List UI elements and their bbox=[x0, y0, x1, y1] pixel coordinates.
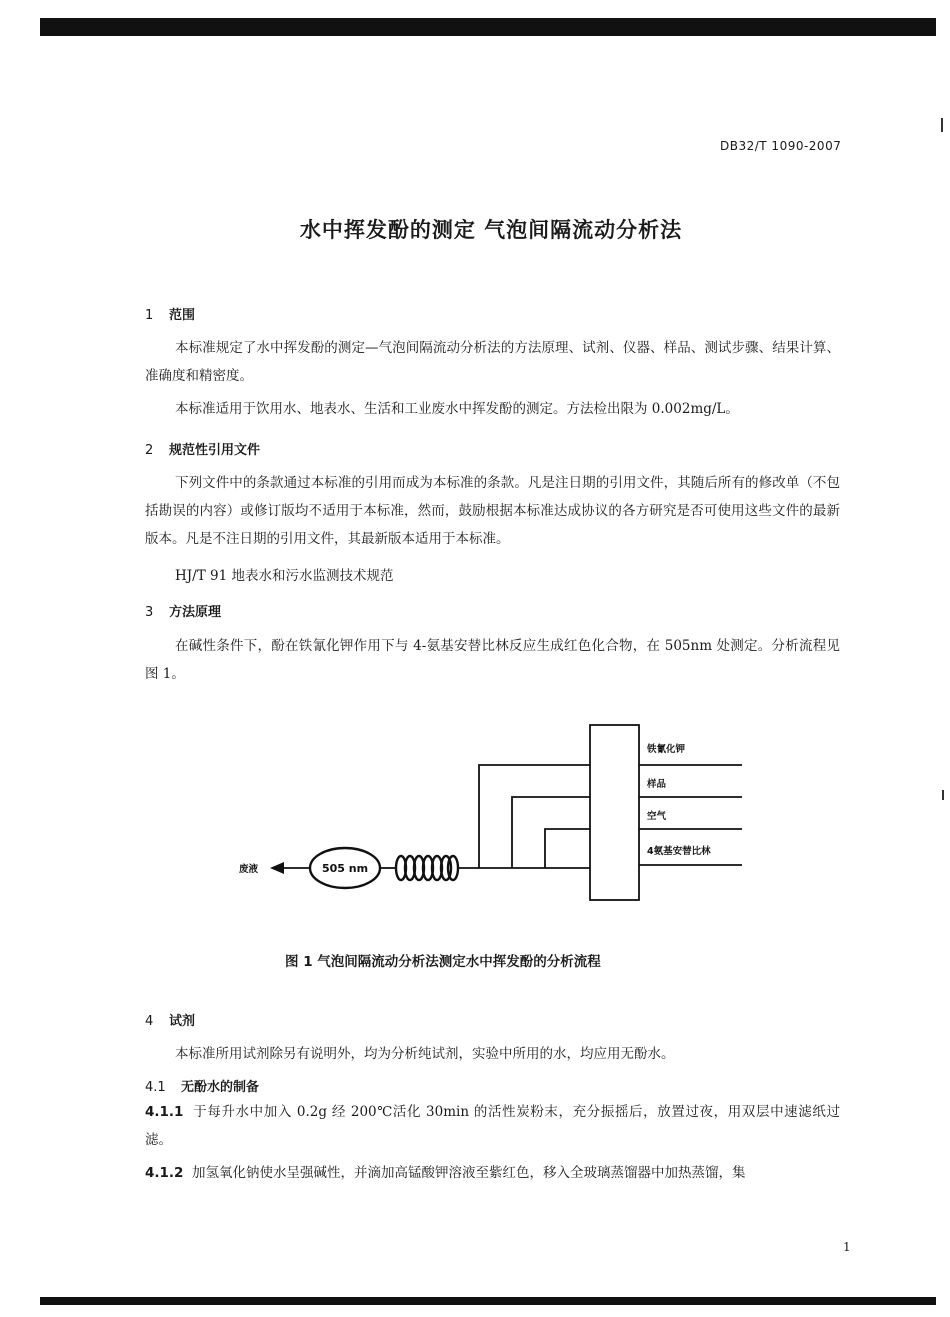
section-number: 2 bbox=[145, 443, 154, 458]
stream-line bbox=[479, 765, 590, 868]
reagent-label-aminoantipyrine: 4氨基安替比林 bbox=[647, 846, 711, 857]
paragraph: 下列文件中的条款通过本标准的引用而成为本标准的条款。凡是注日期的引用文件，其随后所有的修改单（不包括勘误的内容）或修订版均不适用于本标准，然而，鼓励根据本标准达成协议的各方研究是否可使用这些文件的最新版本。凡是不注日期的引用文件，其最新版本适用于本标准。 bbox=[145, 475, 840, 547]
section-number: 3 bbox=[145, 605, 154, 620]
clause-4-1-1 bbox=[145, 1098, 840, 1154]
top-border-bar bbox=[40, 18, 936, 36]
section-heading-principle bbox=[145, 601, 221, 620]
flow-diagram bbox=[0, 720, 950, 910]
clause-number: 4.1.2 bbox=[145, 1165, 184, 1181]
section-title: 范围 bbox=[169, 308, 196, 323]
document-code: DB32/T 1090-2007 bbox=[720, 139, 842, 153]
clause-4-1-2 bbox=[145, 1159, 840, 1187]
waste-arrow-icon bbox=[270, 862, 284, 874]
section-title: 方法原理 bbox=[169, 605, 222, 620]
subsection-heading-phenol-free-water bbox=[145, 1076, 259, 1095]
stream-line bbox=[512, 797, 590, 868]
section-title: 试剂 bbox=[169, 1014, 196, 1029]
detector-wavelength-label: 505 nm bbox=[321, 862, 369, 875]
scan-edge-mark bbox=[941, 118, 943, 132]
bottom-border-bar bbox=[40, 1297, 936, 1305]
paragraph: 本标准适用于饮用水、地表水、生活和工业废水中挥发酚的测定。方法检出限为 0.002mg/L。 bbox=[175, 401, 739, 417]
section-number: 4 bbox=[145, 1014, 154, 1029]
paragraph: 在碱性条件下，酚在铁氰化钾作用下与 4-氨基安替比林反应生成红色化合物，在 505nm 处测定。分析流程见图 1。 bbox=[145, 638, 840, 682]
clause-text: 加氢氧化钠使水呈强碱性，并滴加高锰酸钾溶液至紫红色，移入全玻璃蒸馏器中加热蒸馏，集 bbox=[192, 1165, 746, 1181]
clause-number: 4.1.1 bbox=[145, 1104, 184, 1120]
section-number: 1 bbox=[145, 308, 154, 323]
page-title: 水中挥发酚的测定 气泡间隔流动分析法 bbox=[299, 218, 683, 242]
section-title: 规范性引用文件 bbox=[169, 443, 261, 458]
section-title: 无酚水的制备 bbox=[181, 1080, 260, 1095]
section-heading-normative-references bbox=[145, 439, 260, 458]
paragraph: 本标准规定了水中挥发酚的测定—气泡间隔流动分析法的方法原理、试剂、仪器、样品、测试步骤、结果计算、准确度和精密度。 bbox=[145, 340, 840, 384]
mixing-coil bbox=[396, 856, 458, 880]
reference-item: HJ/T 91 地表水和污水监测技术规范 bbox=[175, 568, 394, 584]
stream-line bbox=[545, 829, 590, 868]
reagent-label-potassium-ferricyanide: 铁氰化钾 bbox=[647, 744, 686, 755]
reagent-label-air: 空气 bbox=[647, 811, 667, 822]
page-number: 1 bbox=[843, 1240, 851, 1254]
reagent-label-sample: 样品 bbox=[647, 779, 667, 790]
section-heading-reagents bbox=[145, 1010, 195, 1029]
clause-text: 于每升水中加入 0.2g 经 200℃活化 30min 的活性炭粉末，充分振摇后，放置过夜，用双层中速滤纸过滤。 bbox=[145, 1104, 840, 1148]
section-number: 4.1 bbox=[145, 1080, 166, 1095]
paragraph: 本标准所用试剂除另有说明外，均为分析纯试剂，实验中所用的水，均应用无酚水。 bbox=[175, 1046, 675, 1062]
figure-caption: 图 1 气泡间隔流动分析法测定水中挥发酚的分析流程 bbox=[285, 954, 601, 970]
manifold-block bbox=[590, 725, 639, 900]
section-heading-scope bbox=[145, 304, 195, 323]
waste-label: 废液 bbox=[239, 864, 259, 875]
